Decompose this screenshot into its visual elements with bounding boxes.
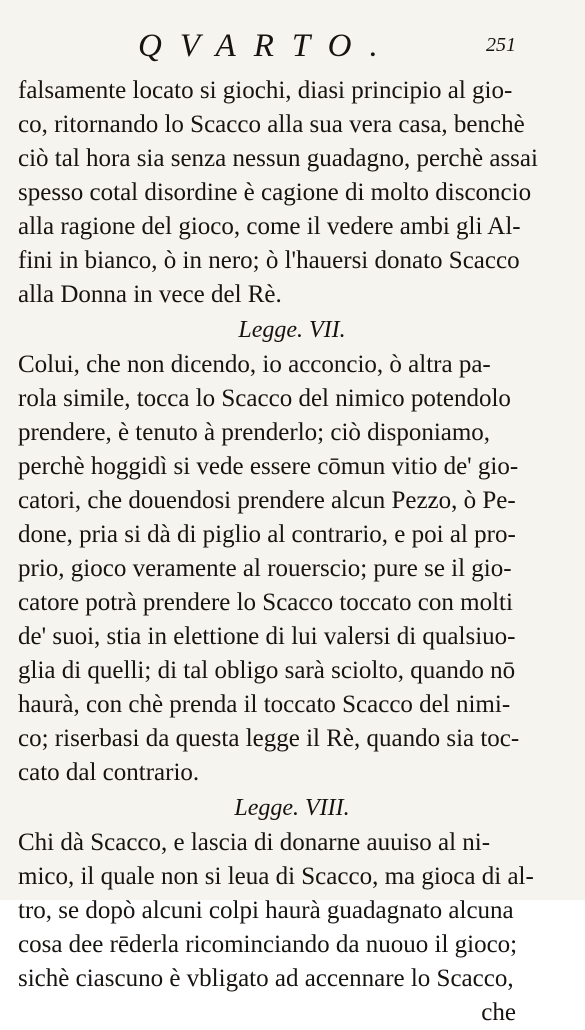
text-line: co, ritornando lo Scacco alla sua vera casa, benchè — [18, 111, 525, 138]
text-line: Chi dà Scacco, e lascia di donarne auuiso al ni- — [18, 829, 491, 856]
text-line: rola simile, tocca lo Scacco del nimico potendolo — [18, 385, 511, 412]
text-line: sichè ciascuno è vbligato ad accennare lo Scacco, — [18, 965, 514, 992]
text-line: mico, il quale non si leua di Scacco, ma gioca di al- — [18, 863, 534, 890]
text-line: prio, gioco veramente al rouerscio; pure se il gio- — [18, 555, 512, 582]
text-line: cosa dee rēderla ricominciando da nuouo il gioco; — [18, 931, 518, 958]
catchword: che — [481, 999, 516, 1026]
text-line: ciò tal hora sia senza nessun guadagno, perchè assai — [18, 145, 538, 172]
text-line: haurà, con chè prenda il toccato Scacco del nimi- — [18, 691, 511, 718]
text-line: cato dal contrario. — [18, 759, 200, 786]
text-line: alla ragione del gioco, come il vedere ambi gli Al- — [18, 213, 521, 240]
body-text — [18, 74, 566, 1030]
text-line: de' suoi, stia in elettione di lui valersi di qualsiuo- — [18, 623, 516, 650]
text-line: catore potrà prendere lo Scacco toccato con molti — [18, 589, 513, 616]
text-line: perchè hoggidì si vede essere cōmun vitio de' gio- — [18, 453, 519, 480]
text-line: glia di quelli; di tal obligo sarà sciolto, quando nō — [18, 657, 516, 684]
paragraph-3 — [18, 826, 566, 996]
text-line: prendere, è tenuto à prenderlo; ciò disponiamo, — [18, 419, 491, 446]
text-line: Colui, che non dicendo, io acconcio, ò altra pa- — [18, 351, 491, 378]
section-heading-legge-7: Legge. VII. — [238, 317, 346, 343]
paragraph-1 — [18, 74, 566, 312]
text-line: spesso cotal disordine è cagione di molto disconcio — [18, 179, 532, 206]
text-line: done, pria si dà di piglio al contrario, e poi al pro- — [18, 521, 516, 548]
text-line: fini in bianco, ò in nero; ò l'hauersi donato Scacco — [18, 247, 520, 274]
running-head: QVARTO. — [138, 28, 396, 64]
section-heading-legge-8: Legge. VIII. — [234, 795, 350, 821]
text-line: alla Donna in vece del Rè. — [18, 281, 282, 308]
text-line: catori, che douendosi prendere alcun Pezzo, ò Pe- — [18, 487, 516, 514]
page-header — [0, 26, 585, 70]
text-line: tro, se dopò alcuni colpi haurà guadagnato alcuna — [18, 897, 514, 924]
paragraph-2 — [18, 348, 566, 790]
text-line: falsamente locato si giochi, diasi principio al gio- — [18, 77, 513, 104]
page-number: 251 — [486, 34, 516, 56]
text-line: co; riserbasi da questa legge il Rè, quando sia toc- — [18, 725, 520, 752]
